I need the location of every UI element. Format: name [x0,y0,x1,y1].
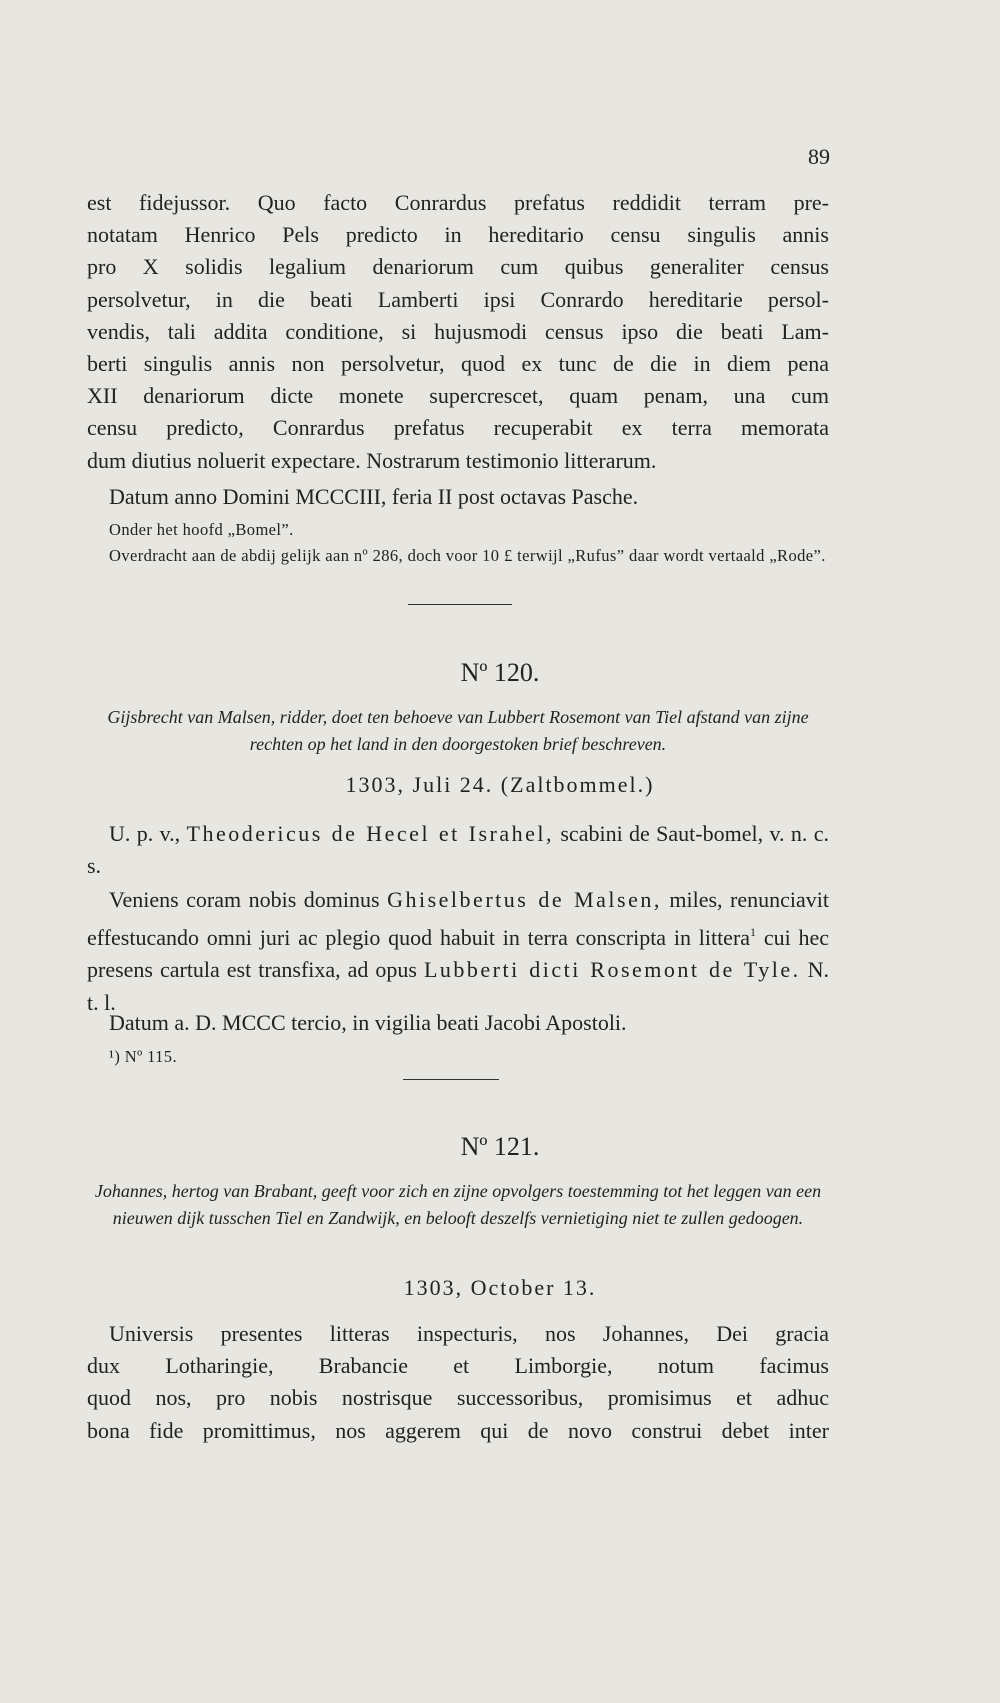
document-number-121: Nº 121. [460,1132,540,1161]
separator-rule [408,604,512,605]
text-run: cui hec presens cartula est transfixa, ad opus [87,925,830,983]
spaced-name: Ghiselbertus de Malsen, [387,887,662,912]
page-number: 89 [808,144,830,169]
date-121: 1303, October 13. [403,1275,597,1300]
text-run: U. p. v., [109,821,187,846]
text-line: pro X solidis legalium denariorum cum quibus generaliter census [87,254,829,280]
text-line: berti singulis annis non persolvetur, quod ex tunc de die in diem pena [87,351,829,377]
text-run: Veniens coram nobis dominus [109,887,388,912]
text-line: quod nos, pro nobis nostrisque successoribus, promisimus et adhuc [87,1385,829,1411]
text-line: XII denariorum dicte monete supercrescet, quam penam, una cum [87,383,829,409]
note-1: Onder het hoofd „Bomel”. [109,520,294,539]
separator-rule [403,1079,499,1080]
text-run: scabini de Saut-bomel, v. n. c. s. [87,821,830,879]
paragraph-continuation [87,187,829,477]
date-120: 1303, Juli 24. (Zaltbommel.) [345,772,655,797]
summary-121: Johannes, hertog van Brabant, geeft voor zich en zijne opvolgers toestemming tot het leggen van een nieuwen dijk tusschen Tiel en Zandwijk, en belooft deszelfs vernietiging niet te zullen gedoogen. [94,1181,822,1228]
text-line: persolvetur, in die beati Lamberti ipsi Conrardo hereditarie persol- [87,286,829,312]
text-line: bona fide promittimus, nos aggerem qui de novo construi debet inter [87,1417,829,1443]
note-2: Overdracht aan de abdij gelijk aan nº 286, doch voor 10 £ terwijl „Rufus” daar wordt vertaald „Rode”. [109,546,826,565]
text-line: vendis, tali addita conditione, si hujusmodi census ipso die beati Lam- [87,318,829,344]
spaced-names: Theodericus de Hecel et Israhel, [186,821,555,846]
text-line: dum diutius noluerit expectare. Nostrarum testimonio litterarum. [87,447,657,473]
summary-120: Gijsbrecht van Malsen, ridder, doet ten behoeve van Lubbert Rosemont van Tiel afstand van zijne rechten op het land in den doorgestoken brief beschreven. [107,707,809,754]
text-line: dux Lotharingie, Brabancie et Limborgie, notum facimus [87,1353,829,1379]
footnote-marker: 1 [750,925,757,940]
text-line: notatam Henrico Pels predicto in hereditario censu singulis annis [87,222,829,248]
datum-line-1: Datum anno Domini MCCCIII, feria II post octavas Pasche. [109,484,639,509]
text-line: est fidejussor. Quo facto Conrardus prefatus reddidit terram pre- [87,190,829,215]
paragraph-120-1 [87,818,829,882]
text-line: Universis presentes litteras inspecturis, nos Johannes, Dei gracia [109,1321,829,1346]
spaced-name: Lubberti dicti Rosemont de Tyle. [423,957,801,983]
paragraph-121 [87,1318,829,1447]
paragraph-120-2 [87,884,829,1019]
datum-120: Datum a. D. MCCC tercio, in vigilia beati Jacobi Apostoli. [109,1010,627,1035]
footnote-120: ¹) Nº 115. [109,1047,177,1066]
document-number-120: Nº 120. [460,658,540,687]
text-run: N. t. l. [87,957,830,1015]
text-run: miles, renunciavit effestucando omni juri ac plegio quod habuit in terra conscripta in littera [87,887,829,951]
text-line: censu predicto, Conrardus prefatus recuperabit ex terra memorata [87,415,829,441]
